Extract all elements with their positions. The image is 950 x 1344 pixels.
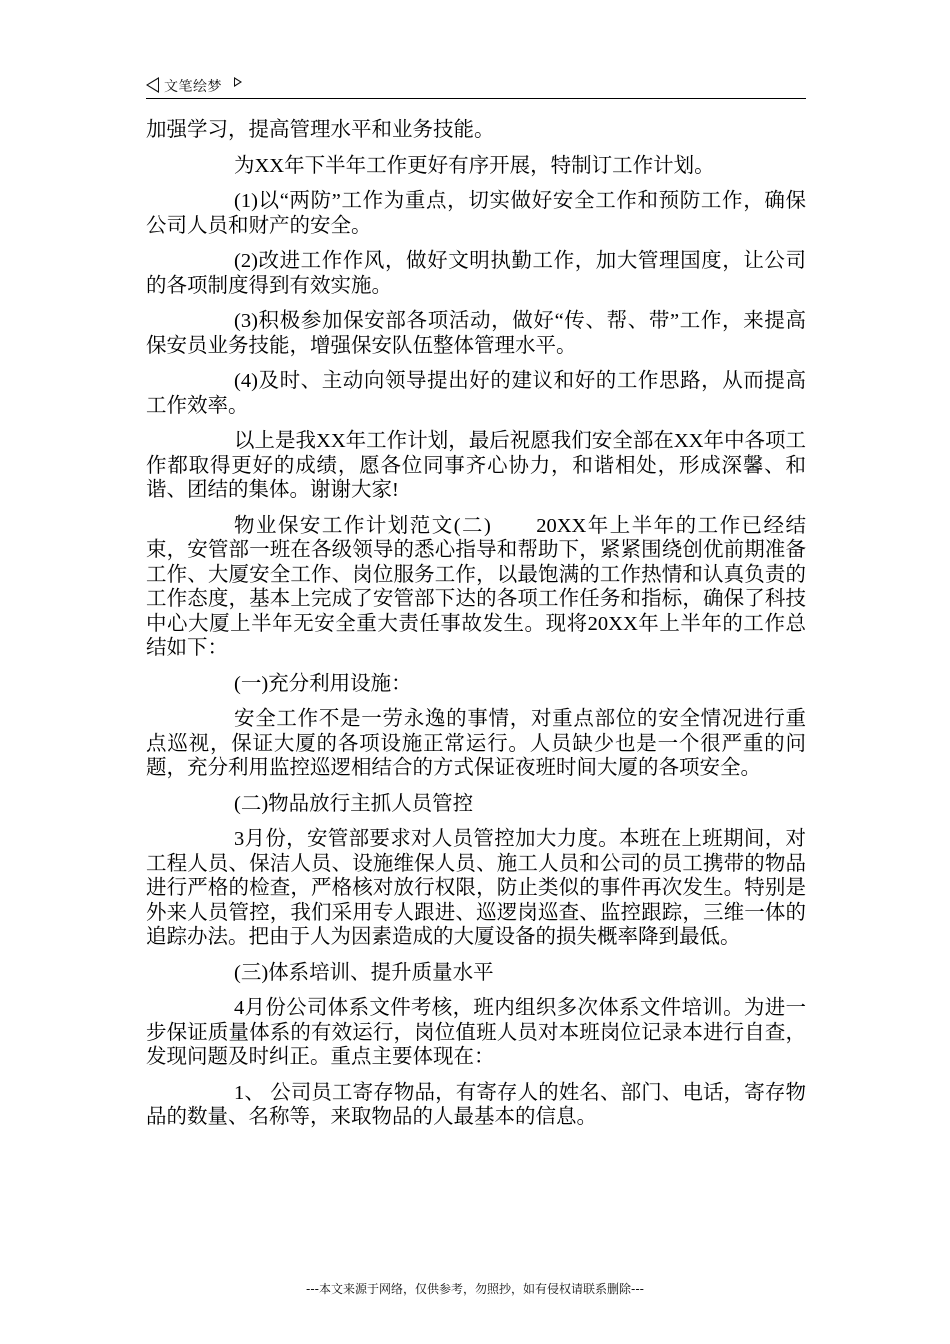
footer-notice: ---本文来源于网络，仅供参考，勿照抄，如有侵权请联系删除---	[306, 1282, 644, 1296]
paragraph: 物业保安工作计划范文(二) 20XX年上半年的工作已经结束，安管部一班在各级领导的悉心指导和帮助下，紧紧围绕创优前期准备工作、大厦安全工作、岗位服务工作，以最饱满的工作热情和认真负责的工作态度，基本上完成了安管部下达的各项工作任务和指标，确保了科技中心大厦上半年无安全重大责任事故发生。现将20XX年上半年的工作总结如下：	[146, 514, 806, 659]
paragraph: 1、 公司员工寄存物品，有寄存人的姓名、部门、电话，寄存物品的数量、名称等，来取物品的人最基本的信息。	[146, 1081, 806, 1128]
section-heading: (三)体系培训、提升质量水平	[234, 961, 494, 984]
paragraph: (4)及时、主动向领导提出好的建议和好的工作思路，从而提高工作效率。	[146, 370, 806, 417]
paragraph: (2)改进工作作风，做好文明执勤工作，加大管理国度，让公司的各项制度得到有效实施。	[146, 250, 806, 297]
paragraph: (1)以“两防”工作为重点，切实做好安全工作和预防工作，确保公司人员和财产的安全。	[146, 190, 806, 237]
page-header	[146, 72, 806, 98]
left-triangle-icon	[146, 77, 159, 93]
document-body	[146, 118, 806, 1141]
header-brand: 文笔绘梦	[164, 79, 222, 95]
section-heading: (一)充分利用设施：	[234, 672, 412, 695]
paragraph: 以上是我XX年工作计划，最后祝愿我们安全部在XX年中各项工作都取得更好的成绩，愿各位同事齐心协力，和谐相处，形成深馨、和谐、团结的集体。谢谢大家!	[146, 430, 806, 501]
paragraph: 为XX年下半年工作更好有序开展，特制订工作计划。	[234, 154, 715, 177]
paragraph: (3)积极参加保安部各项活动，做好“传、帮、带”工作，来提高保安员业务技能，增强保安队伍整体管理水平。	[146, 310, 806, 357]
section-heading: (二)物品放行主抓人员管控	[234, 792, 474, 815]
paragraph: 4月份公司体系文件考核，班内组织多次体系文件培训。为进一步保证质量体系的有效运行，岗位值班人员对本班岗位记录本进行自查，发现问题及时纠正。重点主要体现在：	[146, 997, 806, 1068]
right-triangle-icon	[234, 77, 242, 87]
paragraph: 加强学习，提高管理水平和业务技能。	[146, 119, 495, 141]
header-divider	[146, 98, 806, 99]
paragraph: 安全工作不是一劳永逸的事情，对重点部位的安全情况进行重点巡视，保证大厦的各项设施正常运行。人员缺少也是一个很严重的问题，充分利用监控巡逻相结合的方式保证夜班时间大厦的各项安全。	[146, 708, 806, 779]
paragraph: 3月份，安管部要求对人员管控加大力度。本班在上班期间，对工程人员、保洁人员、设施维保人员、施工人员和公司的员工携带的物品进行严格的检查，严格核对放行权限，防止类似的事件再次发生。特别是外来人员管控，我们采用专人跟进、巡逻岗巡查、监控跟踪，三维一体的追踪办法。把由于人为因素造成的大厦设备的损失概率降到最低。	[146, 828, 806, 948]
